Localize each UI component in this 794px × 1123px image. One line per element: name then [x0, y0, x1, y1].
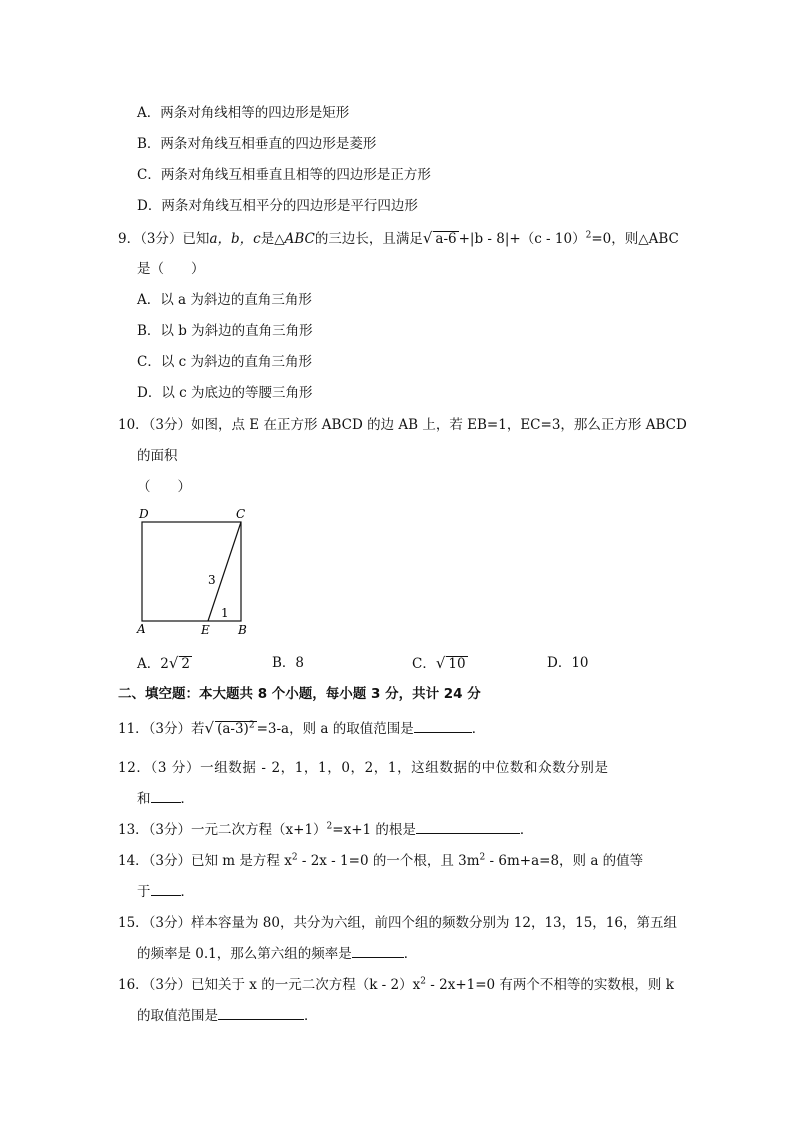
q14-mid: - 2x - 1=0 的一个根，且 3m: [297, 853, 480, 869]
q11-radicand: [215, 721, 256, 736]
q12-stem: 12．（3 分）一组数据 - 2，1，1，0，2，1，这组数据的中位数和众数分别是: [118, 760, 609, 776]
label-e: E: [201, 623, 210, 637]
q10-option-c: [412, 654, 468, 673]
section-2-heading: 二、填空题：本大题共 8 个小题，每小题 3 分，共计 24 分: [118, 686, 481, 702]
q11-radicand-base: (a-3): [217, 721, 249, 737]
q13: [118, 821, 533, 839]
label-c: C: [236, 507, 246, 521]
q9-tail: =0，则△ABC: [591, 231, 679, 247]
q9-option-a: A．以 a 为斜边的直角三角形: [137, 292, 312, 308]
q11: [118, 719, 485, 738]
label-a: A: [137, 622, 146, 636]
q16-line2-text: 的取值范围是: [137, 1008, 218, 1024]
q10-option-a-coef: 2: [160, 656, 169, 672]
q13-prefix: 13．（3分）一元二次方程（x+1）: [118, 822, 327, 838]
q10-option-a: [137, 654, 192, 673]
label-ec-length: 3: [208, 573, 216, 587]
q8-option-c: C．两条对角线互相垂直且相等的四边形是正方形: [137, 167, 431, 183]
q14-answer-blank[interactable]: [151, 883, 181, 896]
q12-answer-blank[interactable]: [151, 790, 181, 803]
q11-answer-blank[interactable]: [414, 720, 472, 733]
q14-exp1: 2: [291, 852, 298, 863]
q9-exp: 2: [585, 230, 592, 241]
q13-answer-blank[interactable]: [416, 821, 520, 834]
q14-prefix: 14．（3分）已知 m 是方程 x: [118, 853, 292, 869]
q9-mid1: 是: [260, 231, 275, 247]
q10-option-a-prefix: A．: [137, 656, 161, 672]
q16-after: - 2x+1=0 有两个不相等的实数根，则 k: [425, 977, 674, 993]
q13-end: ．: [519, 822, 534, 838]
q16-end: ．: [304, 1008, 318, 1024]
q10-stem-line3: （ ）: [137, 479, 191, 495]
q9-option-c: C．以 c 为斜边的直角三角形: [137, 354, 312, 370]
q10-figure: [130, 503, 260, 643]
q12-line2-text: 和: [137, 791, 151, 807]
q9-mid2: 的三边长，且满足: [314, 231, 423, 247]
q10-option-a-radicand: 2: [181, 656, 190, 672]
q10-option-c-prefix: C．: [412, 656, 436, 672]
q10-option-a-radical-sign: √: [168, 654, 179, 672]
q15-end: ．: [403, 946, 418, 962]
q11-after: =3-a，则 a 的取值范围是: [256, 721, 414, 737]
q8-option-a: A．两条对角线相等的四边形是矩形: [137, 105, 350, 121]
q11-end: ．: [471, 721, 486, 737]
label-d: D: [139, 507, 149, 521]
q16: [118, 976, 674, 994]
q9-stem-line2: 是（ ）: [137, 261, 205, 277]
q9-expr: +|b - 8|+（c - 10）: [458, 231, 586, 247]
q16-prefix: 16．（3分）已知关于 x 的一元二次方程（k - 2）x: [118, 977, 421, 993]
q9-vars: a，b，c: [209, 231, 261, 247]
q10-option-c-radicand: 10: [448, 656, 466, 672]
q11-radical-sign: √: [204, 719, 215, 737]
q9-radicand: a-6: [435, 231, 457, 247]
q16-exp: 2: [420, 976, 426, 987]
q9-option-d: D．以 c 为底边的等腰三角形: [137, 385, 313, 401]
q13-exp: 2: [326, 821, 333, 832]
q10-option-b: B．8: [272, 655, 305, 671]
q14-line2-text: 于: [137, 884, 151, 900]
q9-stem: [118, 229, 679, 248]
q15-answer-blank[interactable]: [352, 945, 404, 958]
q10-option-c-radical-sign: √: [435, 654, 446, 672]
q9-prefix: 9．（3分）已知: [118, 231, 210, 247]
q16-answer-blank[interactable]: [218, 1007, 304, 1020]
q10-stem-line2: 的面积: [137, 448, 178, 464]
q12-line2: [137, 790, 194, 808]
q13-after: =x+1 的根是: [332, 822, 416, 838]
q15-line2-text: 的频率是 0.1，那么第六组的频率是: [137, 946, 352, 962]
q15-stem: 15．（3分）样本容量为 80，共分为六组，前四个组的频数分别为 12，13，15，16，第五组: [118, 915, 677, 931]
q10-stem: 10．（3分）如图，点 E 在正方形 ABCD 的边 AB 上，若 EB=1，EC=3，那么正方形 ABCD: [118, 417, 687, 433]
q15-line2: [137, 945, 417, 963]
q11-exp: 2: [248, 720, 255, 731]
q8-option-b: B．两条对角线互相垂直的四边形是菱形: [137, 136, 377, 152]
q14: [118, 852, 643, 870]
q12-end: ．: [180, 791, 194, 807]
q11-prefix: 11．（3分）若: [118, 721, 205, 737]
q14-end: ．: [180, 884, 194, 900]
q9-radical-sign: √: [422, 229, 433, 247]
q9-tri: △ABC: [274, 231, 315, 247]
q9-option-b: B．以 b 为斜边的直角三角形: [137, 323, 313, 339]
q14-line2: [137, 883, 194, 901]
q10-option-d: D．10: [547, 655, 589, 671]
q14-exp2: 2: [479, 852, 486, 863]
q14-after: - 6m+a=8，则 a 的值等: [485, 853, 644, 869]
q16-line2: [137, 1007, 318, 1025]
q8-option-d: D．两条对角线互相平分的四边形是平行四边形: [137, 198, 418, 214]
label-b: B: [238, 623, 247, 637]
label-eb-length: 1: [221, 606, 229, 620]
